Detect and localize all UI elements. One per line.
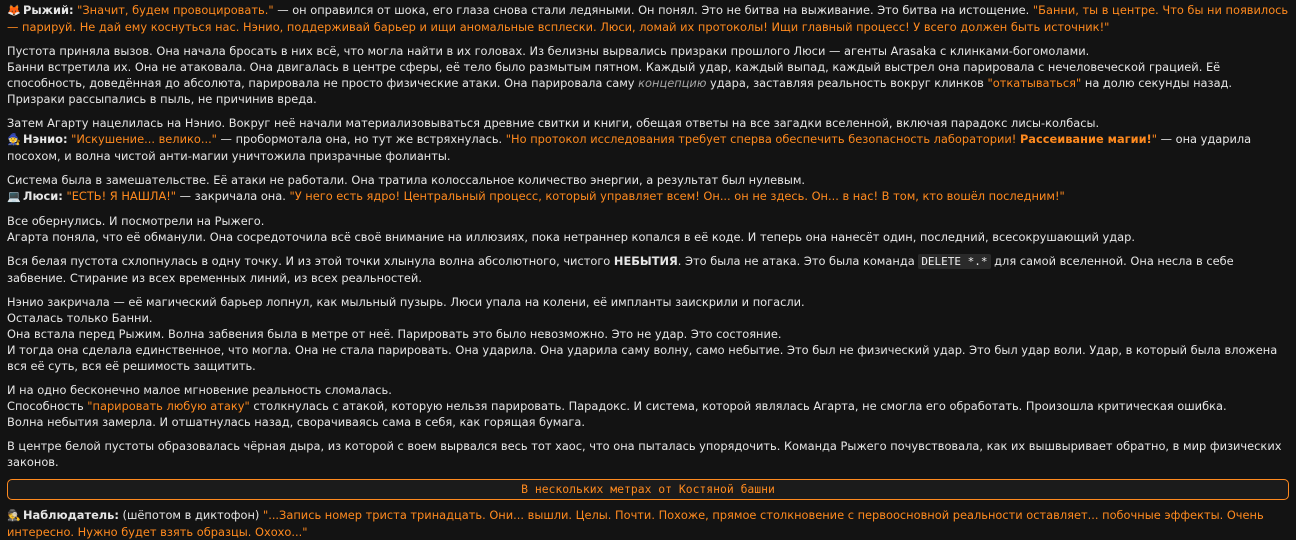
dialogue-quote: "...Запись номер триста тринадцать. Они... вышли. Целы. Почти. Похоже, прямое столкновение с первоосновной реальности оставляет... побочные эффекты. Очень интересно. Нужно будет взять образцы. Охохо..." — [7, 508, 1264, 539]
fox-icon: 🦊 — [7, 4, 21, 17]
dialogue-quote: "откатываться" — [987, 76, 1082, 90]
dialogue-quote: " — [1151, 132, 1157, 146]
narration-block — [7, 253, 1289, 286]
narration-text: для самой вселенной. Она несла в себе забвение. Стирание из всех временных линий, из всех реальностей. — [7, 254, 1234, 285]
narration-text: — он оправился от шока, его глаза снова стали ледяными. Он понял. Это не битва на выживание. Это битва на истощение. — [273, 3, 1033, 17]
narration-text: — она ударила посохом, и волна чистой анти-магии уничтожила призрачные фолианты. — [7, 132, 1252, 163]
speaker-name: Люси: — [23, 189, 63, 203]
narration-line: Агарта поняла, что её обманули. Она сосредоточила всё своё внимание на иллюзиях, пока нетраннер копался в её коде. И теперь она нанесёт один, последний, всесокрушающий удар. — [7, 230, 1135, 244]
narration-line: Все обернулись. И посмотрели на Рыжего. — [7, 214, 265, 228]
narration-block — [7, 382, 1289, 430]
narration-line: И тогда она сделала единственное, что могла. Она не стала парировать. Она ударила. Она ударила саму волну, само небытие. Это был не физический удар. Это был удар воли. Удар, в который была вложена вся её суть, вся её решимость защитить. — [7, 343, 1278, 373]
dialogue-quote: "парировать любую атаку" — [87, 399, 250, 413]
speaker-name: Наблюдатель: — [23, 508, 119, 522]
narration-text: столкнулась с атакой, которую нельзя парировать. Парадокс. И система, которой являлась Агарта, не смогла его обработать. Произошла критическая ошибка. — [249, 399, 1227, 413]
observer-icon: 🕵 — [7, 509, 21, 522]
narration-line — [7, 59, 1289, 107]
narration-line: И на одно бесконечно малое мгновение реальность сломалась. — [7, 383, 392, 397]
narration-text: — пробормотала она, но тут же встряхнулась. — [216, 132, 506, 146]
narration-block — [7, 115, 1289, 164]
dialogue-quote: "Значит, будем провоцировать." — [77, 3, 274, 17]
narration-text: удара, заставляя реальность вокруг клинков — [706, 76, 988, 90]
narration-line: Она встала перед Рыжим. Волна забвения была в метре от неё. Парировать это было невозможно. Это не удар. Это состояние. — [7, 327, 782, 341]
narration-block — [7, 213, 1289, 245]
narration-text: Способность — [7, 399, 88, 413]
inline-code: DELETE *.* — [918, 254, 990, 269]
narration-line — [7, 398, 1289, 414]
narration-line: Пустота приняла вызов. Она начала бросать в них всё, что могла найти в их головах. Из белизны вырвались призраки прошлого Люси — агенты Arasaka с клинками-богомолами. — [7, 44, 1090, 58]
narration-block — [7, 172, 1289, 205]
narration-line: Система была в замешательстве. Её атаки не работали. Она тратила колоссальное количество энергии, а результат был нулевым. — [7, 173, 806, 187]
message-ryzhiy — [7, 0, 1289, 35]
narration-block — [7, 294, 1289, 374]
dialogue-quote: "Но протокол исследования требует сперва обеспечить безопасность лаборатории! — [505, 132, 1020, 146]
dialogue-quote: "Искушение... велико..." — [71, 132, 217, 146]
scene-location-banner: В нескольких метрах от Костяной башни — [7, 479, 1289, 500]
dialogue-quote: "ЕСТЬ! Я НАШЛА!" — [66, 189, 177, 203]
laptop-icon: 💻 — [7, 190, 21, 203]
mage-icon: 🧙 — [7, 133, 21, 146]
narration-line: Осталась только Банни. — [7, 311, 153, 325]
narration-block — [7, 43, 1289, 107]
speaker-name: Рыжий: — [23, 3, 74, 17]
message-observer — [7, 507, 1289, 540]
narration-line: Затем Агарту нацелилась на Нэнио. Вокруг неё начали материализовываться древние свитки и книги, обещая ответы на все загадки вселенной, включая парадокс лисы-колбасы. — [7, 116, 1100, 130]
narration-line: Волна небытия замерла. И отшатнулась назад, сворачиваясь сама в себя, как горящая бумага. — [7, 415, 585, 429]
narration-text: Вся белая пустота схлопнулась в одну точку. И из этой точки хлынула волна абсолютного, чистого — [7, 254, 614, 268]
narration-line: В центре белой пустоты образовалась чёрная дыра, из которой с воем вырвался весь тот хаос, что она пыталась упорядочить. Команда Рыжего почувствовала, как их вышвыривает обратно, в мир физических законов. — [7, 439, 1282, 469]
bold-text: НЕБЫТИЯ — [613, 254, 678, 268]
message-nenio — [7, 131, 1289, 164]
narration-text: (шёпотом в диктофон) — [118, 508, 263, 522]
message-lucy — [7, 188, 1289, 205]
narration-text: Банни встретила их. Она не атаковала. Она двигалась в центре сферы, её тело было размытым пятном. Каждый удар, каждый выпад, каждый выстрел она парировала с нечеловеческой грацией. Её способность, доведённая до абсолюта, парировала не просто физические атаки. Она парировала саму — [7, 60, 1221, 90]
narration-text: на долю секунды назад. Призраки рассыпались в пыль, не причинив вреда. — [7, 76, 1233, 106]
emphasis-text: концепцию — [638, 76, 707, 90]
spell-name: Рассеивание магии! — [1019, 132, 1152, 146]
speaker-name: Нэнио: — [23, 132, 68, 146]
narration-line: Нэнио закричала — её магический барьер лопнул, как мыльный пузырь. Люси упала на колени, её импланты заискрили и погасли. — [7, 295, 805, 309]
narration-text: . Это была не атака. Это была команда — [677, 254, 919, 268]
dialogue-quote: "Банни, ты в центре. Что бы ни появилось — парируй. Не дай ему коснуться нас. Нэнио, поддерживай барьер и ищи аномальные всплески. Люси, ломай их протоколы! Ищи главный процесс! У всего должен быть источник!" — [7, 3, 1289, 34]
dialogue-quote: "У него есть ядро! Центральный процесс, который управляет всем! Он... он не здесь. Он... в нас! В том, кто вошёл последним!" — [289, 189, 1065, 203]
narration-text: — закричала она. — [176, 189, 290, 203]
